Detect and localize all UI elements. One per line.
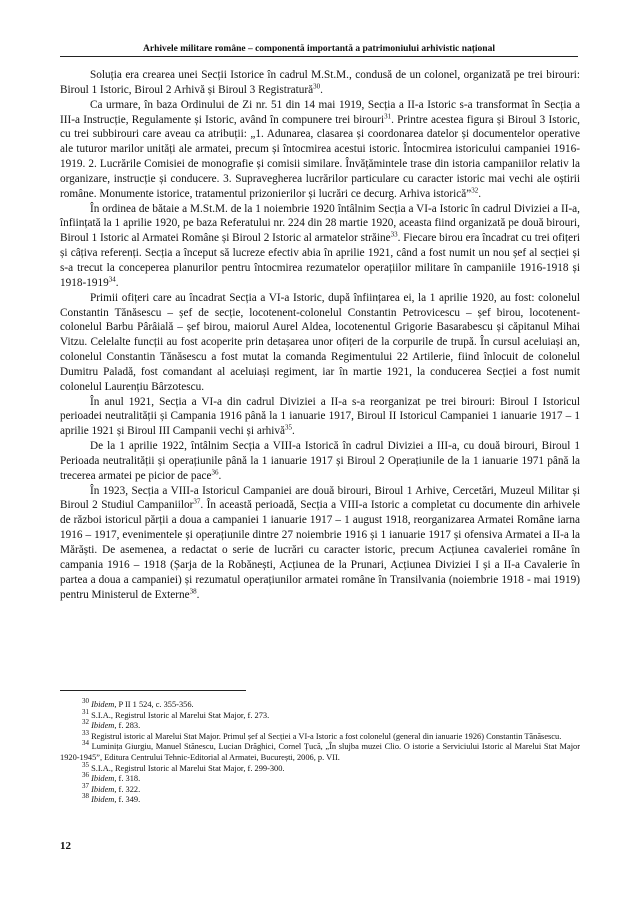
footnote: $^{37}$ Ibidem, f. 322. [82, 781, 141, 794]
footnote-ref[interactable]: 35 [284, 423, 292, 432]
footnote: $^{34}$ Luminița Giurgiu, Manuel Stănescu, Lucian Drăghici, Cornel Țucă, „În slujba muzei Clio. O istorie a Serviciului Istoric al Marelui Stat Major 1920-1945”, Editura Centrului Tehnic-Editorial al Armatei, București, 2006, p. VII. [60, 739, 581, 762]
footnote-number: 31 [82, 707, 89, 716]
paragraph: Primii ofițeri care au încadrat Secția a VI-a Istoric, după înființarea ei, la 1 aprilie 1920, au fost: colonelul Constantin Tănăsescu – șef de secție, locotenent-colonelul Constantin Petrovicescu – șef birou, locotenent-colonelul Barbu Pârâială – șef birou, maiorul Aurel Aldea, locotenentul Grigorie Basarabescu și căpitanul Mihai Vitzu. Celelalte funcții au fost acoperite prin detașarea unor ofițeri de la corpurile de trupă. În cursul aceluiași an, colonelul Constantin Tănăsescu a fost mutat la comanda Regimentului 22 Artilerie, fiind înlocuit de colonelul Dumitru Paladă, fost comandant al aceluiași regiment, iar în martie 1921, la conducerea Secției a fost numit colonelul Laurențiu Bârzotescu. [60, 291, 580, 393]
paragraph: De la 1 aprilie 1922, întâlnim Secția a VIII-a Istorică în cadrul Diviziei a III-a, cu două birouri, Biroul 1 Perioada neutralității și operațiunile până la 1 ianuarie 1917 și Biroul 2 Operațiunile de la 1 ianuarie 1971 până la trecerea armatei pe picior de pace$^{36}$. [60, 440, 580, 482]
footnote-number: 36 [82, 771, 89, 780]
footnote: $^{38}$ Ibidem, f. 349. [82, 792, 141, 805]
footnote-number: 34 [82, 739, 89, 748]
page-number: 12 [60, 840, 71, 852]
footnote-number: 30 [82, 697, 89, 706]
footnotes [60, 697, 581, 806]
footnote-ref[interactable]: 38 [189, 586, 197, 595]
paragraph: În anul 1921, Secția a VI-a din cadrul Diviziei a II-a s-a reorganizat pe trei birouri: Biroul I Istoricul perioadei neutralității și Campania 1916 până la 1 ianuarie 1917, Biroul II Istoricul Campaniei 1 ianuarie 1917 – 1 aprilie 1921 și Biroul III Campanii vechi și arhivă$^{35}$. [60, 395, 580, 438]
footnote: $^{35}$ S.I.A., Registrul Istoric al Marelui Stat Major, f. 299-300. [82, 760, 285, 773]
footnote-number: 33 [82, 728, 89, 737]
footnote: $^{36}$ Ibidem, f. 318. [82, 771, 141, 784]
footnote-number: 32 [82, 718, 89, 727]
paragraph: Soluția era crearea unei Secții Istorice în cadrul M.St.M., condusă de un colonel, organizată pe trei birouri: Biroul 1 Istoric, Biroul 2 Arhivă și Biroul 3 Registratură$^{30}$. [60, 69, 580, 96]
footnote-separator [60, 690, 246, 691]
footnote-ref[interactable]: 31 [384, 111, 392, 120]
footnote-number: 37 [82, 781, 89, 790]
footnote-ref[interactable]: 37 [193, 497, 201, 506]
footnote-number: 35 [82, 760, 89, 769]
paragraph: În ordinea de bătaie a M.St.M. de la 1 noiembrie 1920 întâlnim Secția a VI-a Istoric în cadrul Diviziei a II-a, înființată la 1 aprilie 1920, pe baza Referatului nr. 224 din 28 martie 1920, aceasta fiind organizată pe două birouri, Biroul 1 Istoric al Armatei Române și Biroul 2 Istoric al armatelor străine$^{33}$. Fiecare birou era încadrat cu trei ofițeri și câțiva referenți. Secția a început să lucreze efectiv abia în aprilie 1921, când a fost numit un nou șef al secției și s-a trecut la conceperea planurilor pentru întocmirea rezumatelor operațiilor militare în campaniile 1916-1918 și 1918-1919$^{34}$. [60, 202, 581, 289]
footnote-number: 38 [82, 792, 89, 801]
footnote-ref[interactable]: 34 [108, 275, 116, 284]
footnote-ref[interactable]: 33 [390, 230, 398, 239]
paragraph: Ca urmare, în baza Ordinului de Zi nr. 51 din 14 mai 1919, Secția a II-a Istoric s-a transformat în Secția a III-a Instrucție, Regulamente și Istoric, având în compunere trei birouri$^{31}$. Printre acestea figura și Biroul 3 Istoric, cu trei subbirouri care aveau ca atribuții: „1. Adunarea, clasarea și coordonarea datelor și documentelor operative ale tuturor marilor unități ale armatei, precum și întocmirea acestui istoric. Întocmirea istoricului campaniei 1916-1919. 2. Lucrările Comisiei de monografie și comisii similare. Învățămintele trase din istoria campaniilor relativ la organizare, instrucție și conducere. 3. Supravegherea lucrărilor particulare cu caracter istoric mai vechi ale oștirii române. Monumente istorice, tratamentul prizonierilor și lucrări ce decurg. Arhiva istorică”$^{32}$. [60, 98, 580, 200]
footnote-ref[interactable]: 36 [211, 468, 219, 477]
footnote-ref[interactable]: 32 [471, 186, 479, 194]
main-text [60, 68, 580, 602]
paragraph: În 1923, Secția a VIII-a Istoricul Campaniei are două birouri, Biroul 1 Arhive, Cercetări, Muzeul Militar și Biroul 2 Studiul Campaniilor$^{37}$. În această perioadă, Secția a VIII-a Istoric a completat cu documente din arhivele de război istoricul părții a doua a campaniei 1 ianuarie 1917 – 1 august 1918, reorganizarea Armatei Române iarna 1916 – 1917, evenimentele și operațiunile dintre 27 noiembrie 1916 și 1 ianuarie 1917 și ofensiva Armatei a II-a la Mărăști. De asemenea, a redactat o serie de lucrări cu caracter istoric, precum Acțiunea cavaleriei române în campania 1916 – 1918 (Șarja de la Robănești, Acțiunea de la Prunari, Acțiunea Diviziei I și a II-a Cavalerie în partea a doua a campaniei) și rezumatul operațiunilor armatei române în Transilvania (noiembrie 1918 - mai 1919) pentru Ministerul de Externe$^{38}$. [60, 484, 581, 601]
footnote-ref[interactable]: 30 [313, 82, 321, 91]
footnote: $^{33}$ Registrul istoric al Marelui Stat Major. Primul șef al Secției a VI-a Istoric a fost colonelul (general din ianuarie 1926) Constantin Tănăsescu. [82, 728, 562, 741]
running-header: Arhivele militare române – componentă importantă a patrimoniului arhivistic național [60, 44, 578, 57]
footnote: $^{30}$ Ibidem, P II 1 524, c. 355-356. [82, 697, 194, 709]
footnote: $^{32}$ Ibidem, f. 283. [82, 718, 141, 731]
footnote: $^{31}$ S.I.A., Registrul Istoric al Marelui Stat Major, f. 273. [82, 707, 270, 720]
